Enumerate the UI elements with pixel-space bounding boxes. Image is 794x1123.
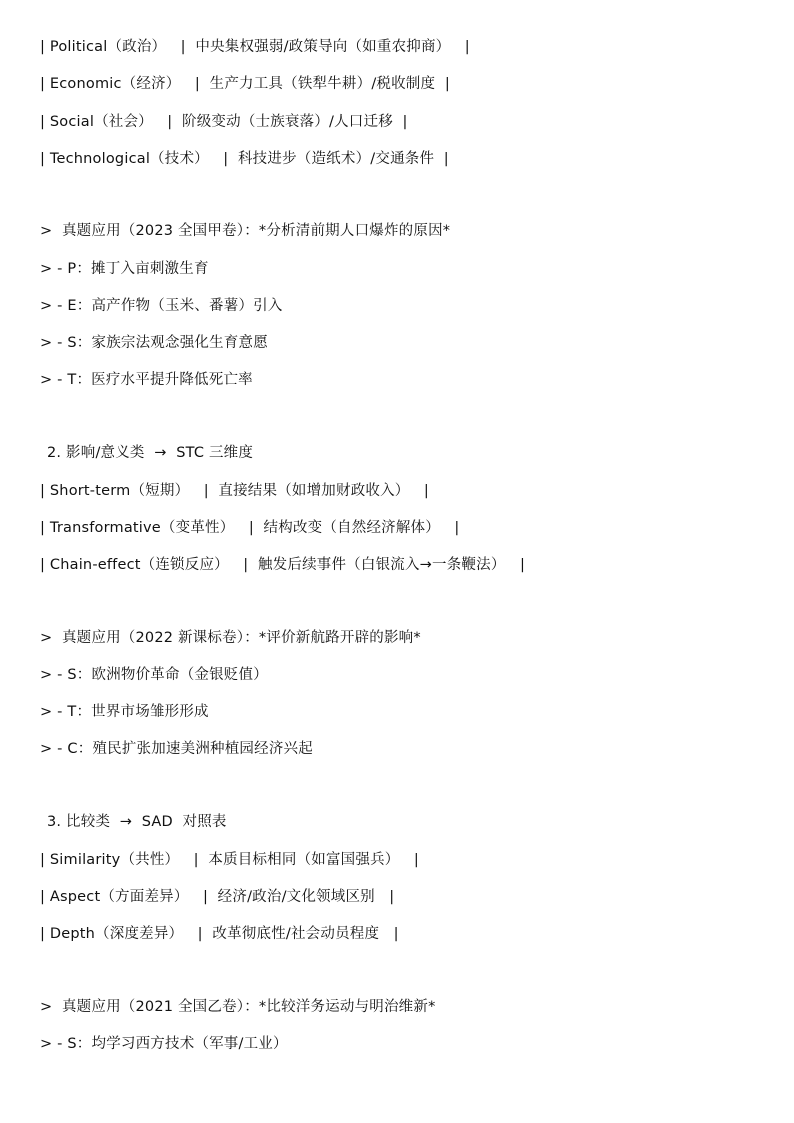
example-2022-point-c: > - C：殖民扩张加速美洲种植园经济兴起 [40,741,313,757]
example-2022-point-t: > - T：世界市场雏形形成 [40,704,209,720]
table-row-transformative: | Transformative（变革性） | 结构改变（自然经济解体） | [40,520,460,536]
example-2023-point-t: > - T：医疗水平提升降低死亡率 [40,372,253,388]
example-2023-point-s: > - S：家族宗法观念强化生育意愿 [40,335,268,351]
table-row-chain-effect: | Chain-effect（连锁反应） | 触发后续事件（白银流入→一条鞭法） | [40,557,526,573]
example-2023-title: > 真题应用（2023 全国甲卷）：*分析清前期人口爆炸的原因* [40,223,451,239]
table-row-economic: | Economic（经济） | 生产力工具（铁犁牛耕）/税收制度 | [40,76,450,92]
example-2023-point-p: > - P：摊丁入亩刺激生育 [40,261,209,277]
example-2021-title: > 真题应用（2021 全国乙卷）：*比较洋务运动与明治维新* [40,999,436,1015]
table-row-depth: | Depth（深度差异） | 改革彻底性/社会动员程度 | [40,926,399,942]
table-row-aspect: | Aspect（方面差异） | 经济/政治/文化领域区别 | [40,889,395,905]
table-row-short-term: | Short-term（短期） | 直接结果（如增加财政收入） | [40,483,430,499]
example-2022-title: > 真题应用（2022 新课标卷）：*评价新航路开辟的影响* [40,630,421,646]
table-row-similarity: | Similarity（共性） | 本质目标相同（如富国强兵） | [40,852,419,868]
section-3-heading: 3. 比较类 → SAD 对照表 [47,814,227,830]
example-2021-point-s: > - S：均学习西方技术（军事/工业） [40,1036,288,1052]
section-2-heading: 2. 影响/意义类 → STC 三维度 [47,445,254,461]
table-row-technological: | Technological（技术） | 科技进步（造纸术）/交通条件 | [40,151,449,167]
example-2023-point-e: > - E：高产作物（玉米、番薯）引入 [40,298,283,314]
table-row-political: | Political（政治） | 中央集权强弱/政策导向（如重农抑商） | [40,39,470,55]
table-row-social: | Social（社会） | 阶级变动（士族衰落）/人口迁移 | [40,114,408,130]
example-2022-point-s: > - S：欧洲物价革命（金银贬值） [40,667,268,683]
